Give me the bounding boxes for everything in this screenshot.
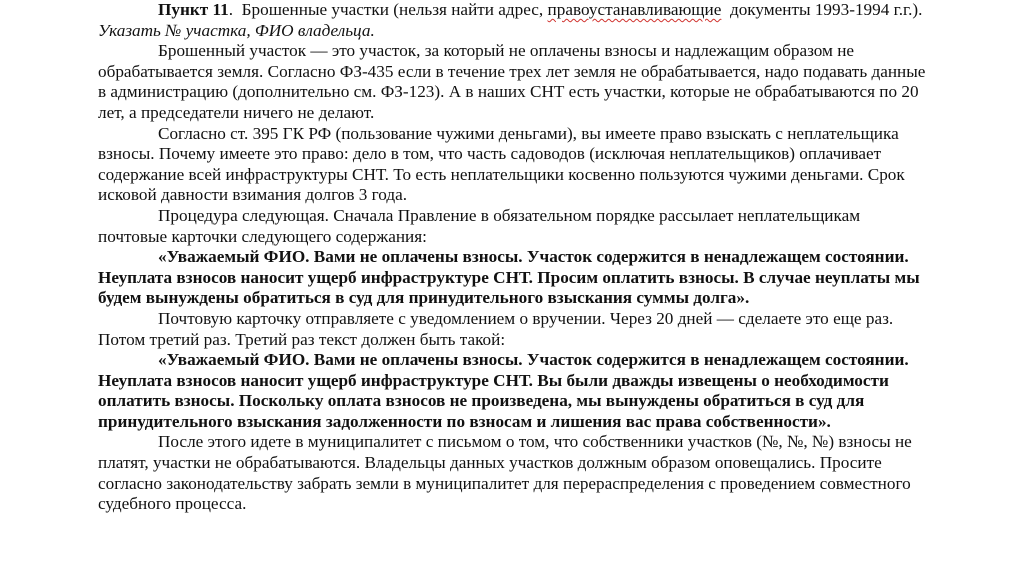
- item-label-dot: .: [228, 0, 234, 19]
- item-title-text-end: документы 1993-1994 г.г.).: [721, 0, 927, 19]
- document-body: [98, 0, 928, 515]
- paragraph-municipality-step: После этого идете в муниципалитет с письмом о том, что собственники участков (№, №, №) взносы не платят, участки не обрабатываются. Владельцы данных участков должным образом оповещались. Просите согласно законодательству забрать земли в муниципалитет для перераспределения с проведением совместного судебного процесса.: [98, 432, 912, 514]
- paragraph-legal-basis: Согласно ст. 395 ГК РФ (пользование чужими деньгами), вы имеете право взыскать с неплательщика взносы. Почему имеете это право: дело в том, что часть садоводов (исключая неплательщиков) оплачивает содержание всей инфраструктуры СНТ. То есть неплательщики косвенно пользуются чужими деньгами. Срок исковой давности взимания долгов 3 года.: [98, 123, 905, 205]
- paragraph-repeat-notice: Почтовую карточку отправляете с уведомлением о вручении. Через 20 дней — сделаете это еще раз. Потом третий раз. Третий раз текст должен быть такой:: [98, 308, 894, 349]
- item-title-text: Брошенные участки (нельзя найти адрес,: [233, 0, 548, 19]
- paragraph-abandoned-definition: Брошенный участок — это участок, за который не оплачены взносы и надлежащим образом не обрабатывается земля. Согласно ФЗ-435 если в течение трех лет земля не обрабатывается, надо подавать данные в администрацию (дополнительно см. ФЗ-123). А в наших СНТ есть участки, которые не обрабатываются по 20 лет, а председатели ничего не делают.: [98, 41, 926, 122]
- paragraph-procedure-intro: Процедура следующая. Сначала Правление в обязательном порядке рассылает неплательщикам почтовые карточки следующего содержания:: [98, 205, 861, 246]
- item-label: Пункт 11: [158, 0, 229, 19]
- paragraph-item-11: [98, 0, 928, 41]
- paragraph-first-notice-text: «Уважаемый ФИО. Вами не оплачены взносы. Участок содержится в ненадлежащем состоянии. Неуплата взносов наносит ущерб инфраструктуре СНТ. Просим оплатить взносы. В случае неуплаты мы будем вынуждены обратиться в суд для принудительного взыскания суммы долга».: [98, 247, 920, 308]
- spellcheck-flagged-word[interactable]: правоустанавливающие: [547, 0, 722, 19]
- paragraph-final-notice-text: «Уважаемый ФИО. Вами не оплачены взносы. Участок содержится в ненадлежащем состоянии. Неуплата взносов наносит ущерб инфраструктуре СНТ. Вы были дважды извещены о необходимости оплатить взносы. Поскольку оплата взносов не произведена, мы вынуждены обратиться в суд для принудительного взыскания задолженности по взносам и лишения вас права собственности».: [98, 350, 909, 431]
- item-instruction: Указать № участка, ФИО владельца.: [98, 20, 375, 40]
